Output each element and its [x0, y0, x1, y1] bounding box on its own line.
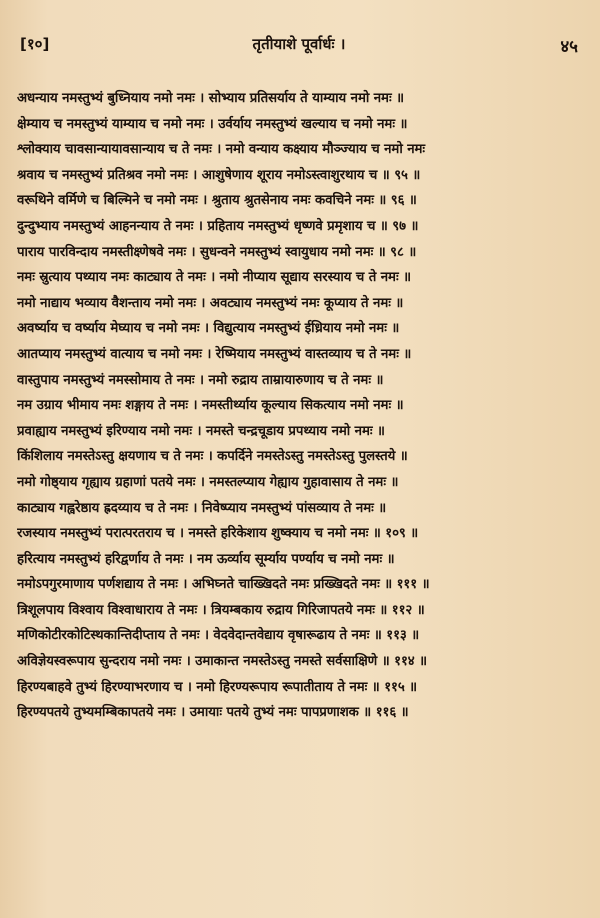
- verse-line: त्रिशूलपाय विश्वाय विश्वाधाराय ते नमः । त्रियम्बकाय रुद्राय गिरिजापतये नमः ॥ ११२ ॥: [17, 602, 425, 618]
- verse-line: नमः स्रुत्याय पथ्याय नमः काट्याय ते नमः । नमो नीप्याय सूद्याय सरस्याय च ते नमः ॥: [17, 270, 411, 286]
- verse-line: वास्तुपाय नमस्तुभ्यं नमस्सोमाय ते नमः । नमो रुद्राय ताम्रायारुणाय च ते नमः ॥: [17, 372, 384, 388]
- verse-line: हरित्याय नमस्तुभ्यं हरिद्वर्णाय ते नमः । नम ऊर्व्याय सूर्म्याय पर्ण्याय च नमो नमः ॥: [17, 551, 395, 567]
- verse-line: पाराय पारविन्दाय नमस्तीक्ष्णेषवे नमः । सुधन्वने नमस्तुभ्यं स्वायुधाय नमो नमः ॥ ९८ ॥: [17, 244, 417, 260]
- verse-line: अविज्ञेयस्वरूपाय सुन्दराय नमो नमः । उमाकान्त नमस्तेऽस्तु नमस्ते सर्वसाक्षिणे ॥ ११४ ॥: [17, 654, 427, 670]
- verse-line: श्लोक्याय चावसान्यायावसान्याय च ते नमः । नमो वन्याय कक्ष्याय मौञ्ज्याय च नमो नमः: [17, 142, 426, 158]
- verse-line: क्षेम्याय च नमस्तुभ्यं याम्याय च नमो नमः । उर्वर्याय नमस्तुभ्यं खल्याय च नमो नमः ॥: [17, 116, 408, 132]
- verse-line: नमोऽपगुरमाणाय पर्णशद्याय ते नमः । अभिघ्नते चाख्खिदते नमः प्रख्खिदते नमः ॥ १११ ॥: [17, 577, 430, 593]
- running-title: तृतीयाशे पूर्वार्धः ।: [252, 35, 346, 53]
- verse-line: हिरण्यपतये तुभ्यमम्बिकापतये नमः । उमायाः पतये तुभ्यं नमः पापप्रणाशक ॥ ११६ ॥: [17, 705, 409, 721]
- verse-body: [17, 86, 588, 726]
- verse-line: अवर्ष्याय च वर्ष्याय मेघ्याय च नमो नमः । विद्युत्याय नमस्तुभ्यं ईध्रियाय नमो नमः ॥: [17, 321, 400, 337]
- verse-line: हिरण्यबाहवे तुभ्यं हिरण्याभरणाय च । नमो हिरण्यरूपाय रूपातीताय ते नमः ॥ ११५ ॥: [17, 679, 418, 695]
- verse-line: श्रवाय च नमस्तुभ्यं प्रतिश्रव नमो नमः । आशुषेणाय शूराय नमोऽस्त्वाशुरथाय च ॥ ९५ ॥: [17, 167, 421, 183]
- verse-line: प्रवाह्याय नमस्तुभ्यं इरिण्याय नमो नमः । नमस्ते चन्द्रचूडाय प्रपथ्याय नमो नमः ॥: [17, 423, 385, 439]
- verse-line: अधन्याय नमस्तुभ्यं बुध्नियाय नमो नमः । सोभ्याय प्रतिसर्याय ते याम्याय नमो नमः ॥: [17, 91, 404, 106]
- page-number-bracket: [१०]: [20, 35, 50, 53]
- verse-line: मणिकोटीरकोटिस्थकान्तिदीप्ताय ते नमः । वेदवेदान्तवेद्याय वृषारूढाय ते नमः ॥ ११३ ॥: [17, 628, 420, 644]
- verse-line: वरूथिने वर्मिणे च बिल्मिने च नमो नमः । श्रुताय श्रुतसेनाय नमः कवचिने नमः ॥ ९६ ॥: [17, 193, 417, 209]
- running-header: [20, 34, 578, 62]
- verse-line: नमो नाद्याय भव्याय वैशन्ताय नमो नमः । अवट्याय नमस्तुभ्यं नमः कूप्याय ते नमः ॥: [17, 295, 404, 311]
- verse-line: नमो गोष्ठ्याय गृह्याय ग्रहाणां पतये नमः । नमस्तल्प्याय गेह्याय गुहावासाय ते नमः ॥: [17, 474, 399, 490]
- verse-line: काट्याय गह्वरेष्ठाय ह्रदय्याय च ते नमः । निवेष्प्याय नमस्तुभ्यं पांसव्याय ते नमः ॥: [17, 500, 387, 516]
- page-number: ४५: [560, 37, 578, 57]
- verse-line: आतप्याय नमस्तुभ्यं वात्याय च नमो नमः । रेष्मियाय नमस्तुभ्यं वास्तव्याय च ते नमः ॥: [17, 346, 412, 362]
- verse-line: दुन्दुभ्याय नमस्तुभ्यं आहनन्याय ते नमः । प्रहिताय नमस्तुभ्यं धृष्णवे प्रमृशाय च ॥ ९७ ॥: [17, 218, 419, 234]
- verse-line: रजस्याय नमस्तुभ्यं परात्परतराय च । नमस्ते हरिकेशाय शुष्क्याय च नमो नमः ॥ १०९ ॥: [17, 526, 419, 542]
- verse-line: किंशिलाय नमस्तेऽस्तु क्षयणाय च ते नमः । कपर्दिने नमस्तेऽस्तु नमस्तेऽस्तु पुलस्तये ॥: [17, 449, 408, 465]
- verse-line: नम उग्राय भीमाय नमः शङ्गाय ते नमः । नमस्तीर्थ्याय कूल्याय सिकत्याय नमो नमः ॥: [17, 398, 404, 414]
